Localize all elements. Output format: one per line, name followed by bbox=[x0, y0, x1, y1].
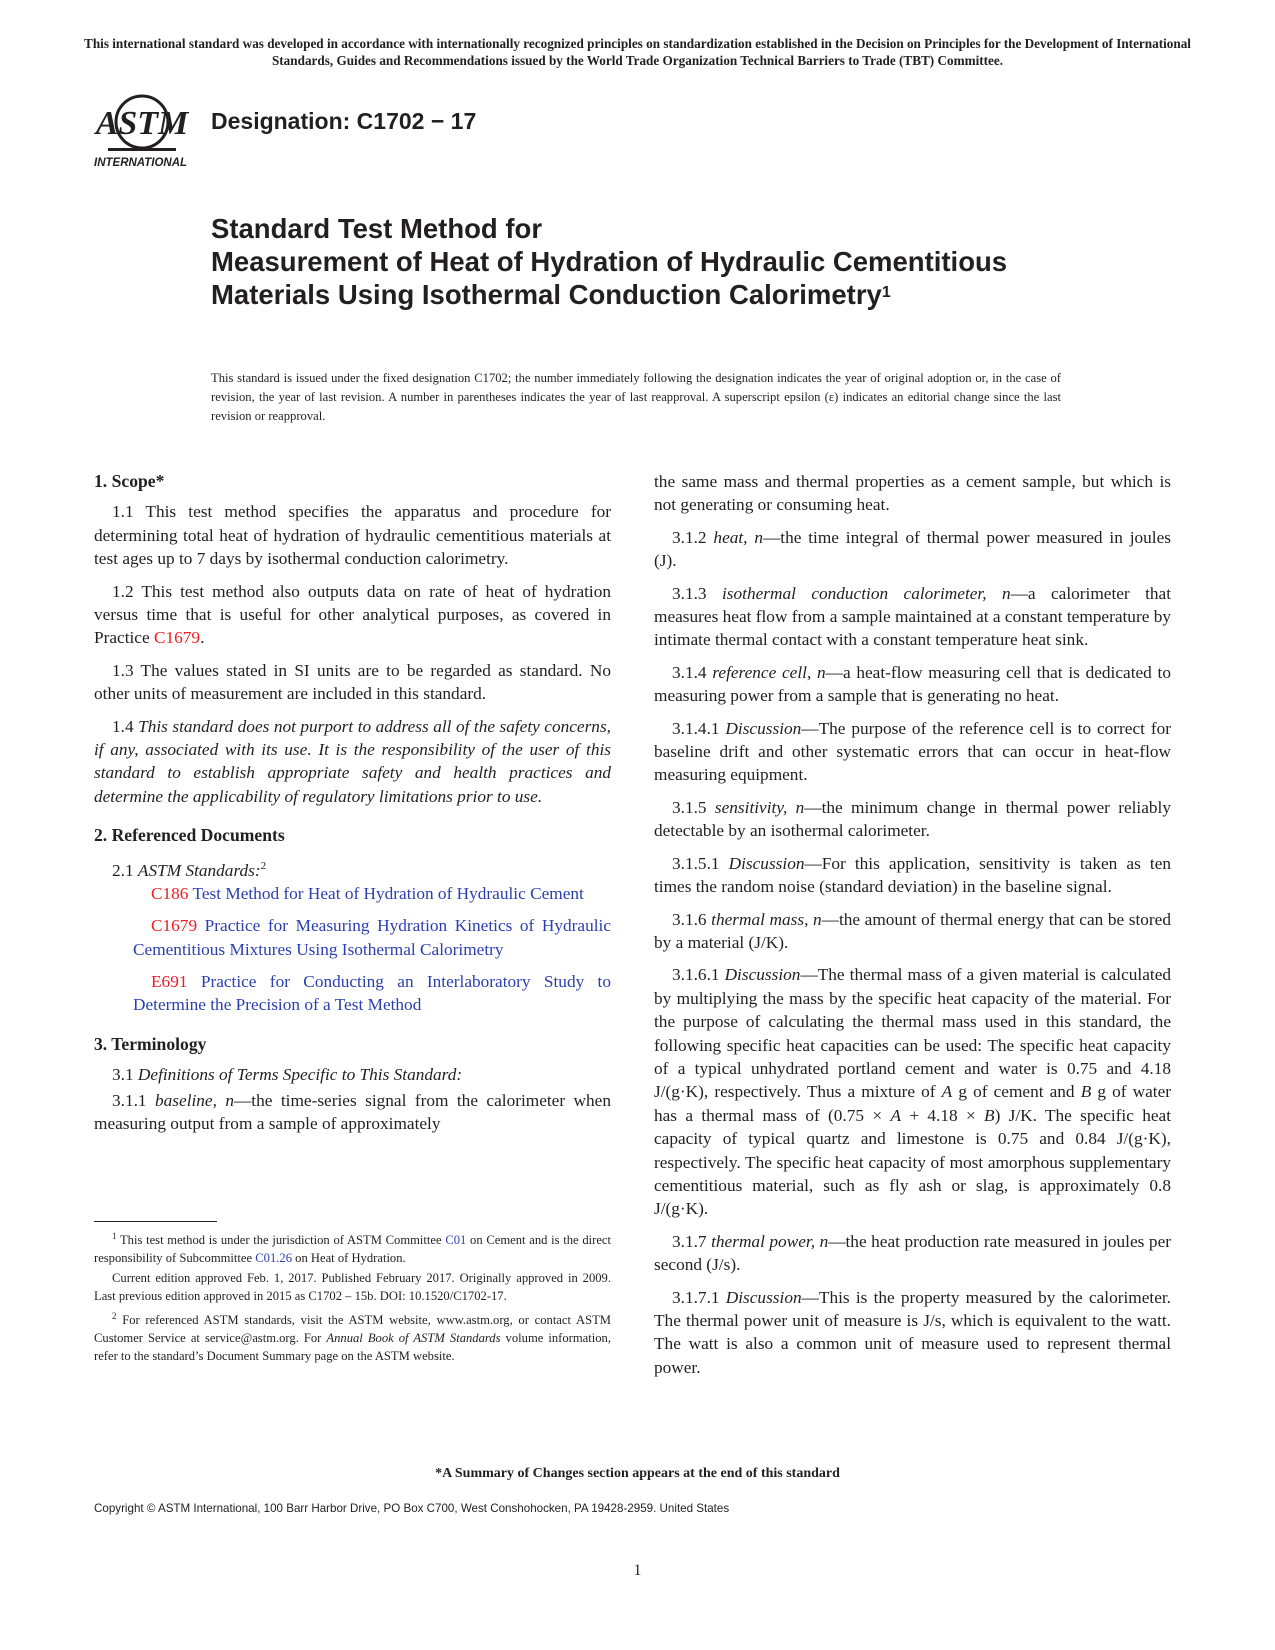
para-3-1-6-1: 3.1.6.1 Discussion—The thermal mass of a given material is calculated by multiplying the mass by the specific heat capacity of the material. For the purpose of calculating the thermal mass used in this standard, the following specific heat capacities can be used: The specific heat capacity of a typical unhydrated portland cement and water is 0.75 and 4.18 J/(g·K), respectively. Thus a mixture of A g of cement and B g of water has a thermal mass of (0.75 × A + 4.18 × B) J/K. The specific heat capacity of typical quartz and limestone is 0.75 and 0.84 J/(g·K), respectively. The specific heat capacity of most amorphous supplementary cementitious material, such as fly ash or slag, is approximately 0.8 J/(g·K). bbox=[654, 965, 1172, 1219]
para-3-1-7-1: 3.1.7.1 Discussion—This is the property measured by the calorimeter. The thermal power unit of measure is J/s, which is equivalent to the watt. The watt is also a common unit of measure used to represent thermal power. bbox=[654, 1287, 1171, 1377]
copyright: Copyright © ASTM International, 100 Barr Harbor Drive, PO Box C700, West Conshohocken, PA 19428-2959. United States bbox=[94, 1502, 730, 1515]
astm-logo bbox=[94, 92, 198, 172]
ref-e691[interactable]: E691 Practice for Conducting an Interlaboratory Study to Determine the Precision of a Test Method bbox=[133, 972, 611, 1015]
ref-c186[interactable]: C186 Test Method for Heat of Hydration of Hydraulic Cement bbox=[151, 883, 584, 903]
title-line-1: Standard Test Method for bbox=[211, 213, 543, 244]
section-heading-scope: 1. Scope* bbox=[94, 471, 165, 491]
para-1-1: 1.1 This test method specifies the apparatus and procedure for determining total heat of hydration of hydraulic cementitious materials at test ages up to 7 days by isothermal conduction calorimetry. bbox=[94, 502, 611, 569]
para-3-1-1-cont: the same mass and thermal properties as a cement sample, but which is not generating or consuming heat. bbox=[654, 472, 1171, 515]
ref-c1679[interactable]: C1679 Practice for Measuring Hydration Kinetics of Hydraulic Cementitious Mixtures Using Isothermal Calorimetry bbox=[133, 916, 611, 959]
para-3-1: 3.1 Definitions of Terms Specific to This Standard: bbox=[112, 1065, 463, 1085]
para-3-1-2: 3.1.2 heat, n—the time integral of thermal power measured in joules (J). bbox=[654, 527, 1171, 571]
link-c01-26[interactable]: C01.26 bbox=[255, 1251, 293, 1266]
para-3-1-7: 3.1.7 thermal power, n—the heat production rate measured in joules per second (J/s). bbox=[654, 1231, 1171, 1275]
footnote-2: $^2$ For referenced ASTM standards, visit the ASTM website, www.astm.org, or contact ASTM Customer Service at service@astm.org. For Annual Book of ASTM Standards volume information, refer to the standard’s Document Summary page on the ASTM website. bbox=[94, 1311, 611, 1364]
tbt-notice: This international standard was developed in accordance with internationally recognized principles on standardization established in the Decision on Principles for the Development of International Standards, Guides and Recommendations issued by the World Trade Organization Technical Barriers to Trade (TBT) Committee. bbox=[84, 36, 1191, 68]
para-3-1-5-1: 3.1.5.1 Discussion—For this application, sensitivity is taken as ten times the random noise (standard deviation) in the baseline signal. bbox=[654, 853, 1172, 897]
para-1-3: 1.3 The values stated in SI units are to be regarded as standard. No other units of measurement are included in this standard. bbox=[94, 660, 611, 704]
left-column bbox=[94, 470, 611, 1145]
footnote-rule bbox=[94, 1221, 217, 1222]
para-3-1-3: 3.1.3 isothermal conduction calorimeter, n—a calorimeter that measures heat flow from a sample maintained at a constant temperature by intimate thermal contact with a constant temperature heat sink. bbox=[654, 583, 1171, 650]
footnote-1-edition: Current edition approved Feb. 1, 2017. Published February 2017. Originally approved in 2009. Last previous edition approved in 2015 as C1702 – 15b. DOI: 10.1520/C1702-17. bbox=[94, 1271, 611, 1304]
document-title bbox=[211, 212, 1091, 311]
svg-text:ASTM: ASTM bbox=[95, 105, 189, 142]
link-c1679[interactable]: C1679 bbox=[153, 628, 201, 648]
designation: Designation: C1702 − 17 bbox=[211, 108, 477, 134]
title-main: Measurement of Heat of Hydration of Hydraulic Cementitious Materials Using Isothermal Conduction Calorimetry$^1$ bbox=[211, 246, 1008, 310]
para-3-1-1: 3.1.1 baseline, n—the time-series signal from the calorimeter when measuring output from a sample of approximately bbox=[94, 1090, 611, 1134]
link-c01[interactable]: C01 bbox=[445, 1233, 467, 1248]
section-heading-references: 2. Referenced Documents bbox=[94, 825, 285, 846]
para-3-1-4: 3.1.4 reference cell, n—a heat-flow measuring cell that is dedicated to measuring power from a sample that is generating no heat. bbox=[654, 662, 1171, 706]
logo-international: INTERNATIONAL bbox=[94, 157, 188, 169]
para-3-1-6: 3.1.6 thermal mass, n—the amount of thermal energy that can be stored by a material (J/K). bbox=[654, 909, 1171, 952]
para-3-1-5: 3.1.5 sensitivity, n—the minimum change in thermal power reliably detectable by an isothermal calorimeter. bbox=[654, 797, 1171, 841]
footnotes bbox=[94, 1227, 611, 1367]
para-3-1-4-1: 3.1.4.1 Discussion—The purpose of the reference cell is to correct for baseline drift and other systematic errors that can occur in heat-flow measuring equipment. bbox=[654, 718, 1171, 785]
para-1-2: 1.2 This test method also outputs data on rate of heat of hydration versus time that is useful for other analytical purposes, as covered in Practice C1679. bbox=[94, 581, 611, 648]
title-footnote-mark: 1 bbox=[881, 284, 891, 301]
issued-note: This standard is issued under the fixed designation C1702; the number immediately following the designation indicates the year of original adoption or, in the case of revision, the year of last revision. A number in parentheses indicates the year of last reapproval. A superscript epsilon (ε) indicates an editorial change since the last revision or reapproval. bbox=[211, 371, 1061, 423]
section-heading-terminology: 3. Terminology bbox=[94, 1033, 207, 1054]
summary-note: *A Summary of Changes section appears at the end of this standard bbox=[435, 1466, 840, 1481]
right-column bbox=[654, 470, 1171, 1388]
footnote-1: $^1$ This test method is under the jurisdiction of ASTM Committee C01 on Cement and is the direct responsibility of Subcommittee C01.26 on Heat of Hydration. bbox=[94, 1231, 611, 1266]
para-2-1: 2.1 ASTM Standards:$^2$ bbox=[112, 859, 267, 880]
page-number: 1 bbox=[633, 1562, 642, 1579]
para-1-4: 1.4 This standard does not purport to address all of the safety concerns, if any, associated with its use. It is the responsibility of the user of this standard to establish appropriate safety and health practices and determine the applicability of regulatory limitations prior to use. bbox=[94, 716, 611, 806]
